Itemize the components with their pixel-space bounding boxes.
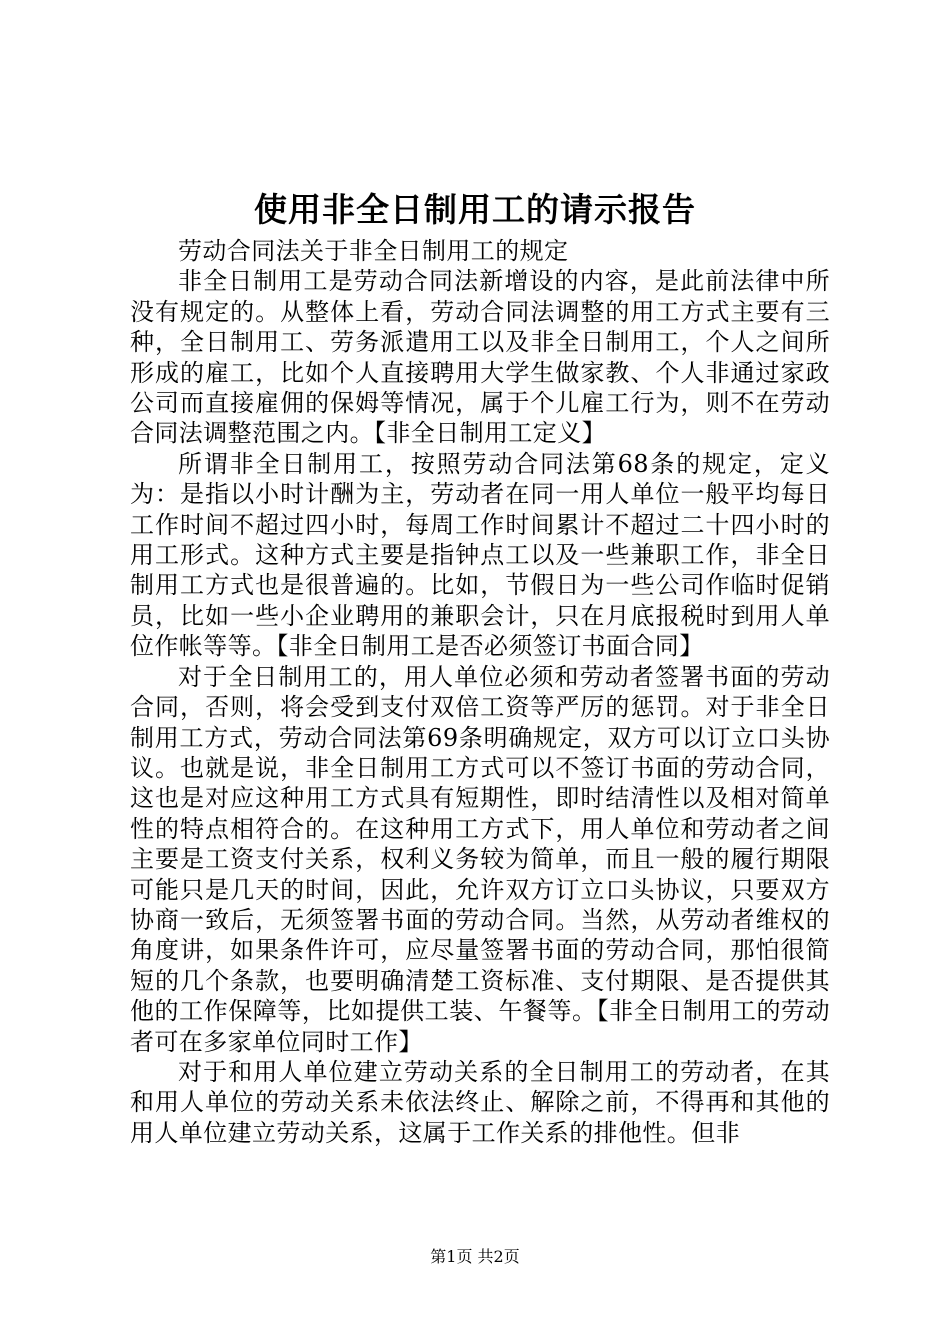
paragraph: 非全日制用工是劳动合同法新增设的内容，是此前法律中所没有规定的。从整体上看，劳动合同法调整的用工方式主要有三种，全日制用工、劳务派遣用工以及非全日制用工，个人之间所形成的雇工，比如个人直接聘用大学生做家教、个人非通过家政公司而直接雇佣的保姆等情况，属于个儿雇工行为，则不在劳动合同法调整范围之内。【非全日制用工定义】 xyxy=(130,267,830,448)
paragraph-heading: 劳动合同法关于非全日制用工的规定 xyxy=(178,237,569,265)
paragraph: 所谓非全日制用工，按照劳动合同法第68条的规定，定义为：是指以小时计酬为主，劳动者在同一用人单位一般平均每日工作时间不超过四小时，每周工作时间累计不超过二十四小时的用工形式。这种方式主要是指钟点工以及一些兼职工作，非全日制用工方式也是很普遍的。比如，节假日为一些公司作临时促销员，比如一些小企业聘用的兼职会计，只在月底报税时到用人单位作帐等等。【非全日制用工是否必须签订书面合同】 xyxy=(130,449,830,661)
paragraph: 对于和用人单位建立劳动关系的全日制用工的劳动者，在其和用人单位的劳动关系未依法终止、解除之前，不得再和其他的用人单位建立劳动关系，这属于工作关系的排他性。但非 xyxy=(130,1057,830,1147)
paragraph: 对于全日制用工的，用人单位必须和劳动者签署书面的劳动合同，否则，将会受到支付双倍工资等严厉的惩罚。对于非全日制用工方式，劳动合同法第69条明确规定，双方可以订立口头协议。也就是说，非全日制用工方式可以不签订书面的劳动合同，这也是对应这种用工方式具有短期性，即时结清性以及相对简单性的特点相符合的。在这种用工方式下，用人单位和劳动者之间主要是工资支付关系，权利义务较为简单，而且一般的履行期限可能只是几天的时间，因此，允许双方订立口头协议，只要双方协商一致后，无须签署书面的劳动合同。当然，从劳动者维权的角度讲，如果条件许可，应尽量签署书面的劳动合同，那怕很简短的几个条款，也要明确清楚工资标准、支付期限、是否提供其他的工作保障等，比如提供工装、午餐等。【非全日制用工的劳动者可在多家单位同时工作】 xyxy=(130,662,830,1056)
document-title: 使用非全日制用工的请示报告 xyxy=(254,190,696,229)
document-body xyxy=(130,236,830,1148)
page-footer: 第1页 共2页 xyxy=(430,1247,520,1266)
